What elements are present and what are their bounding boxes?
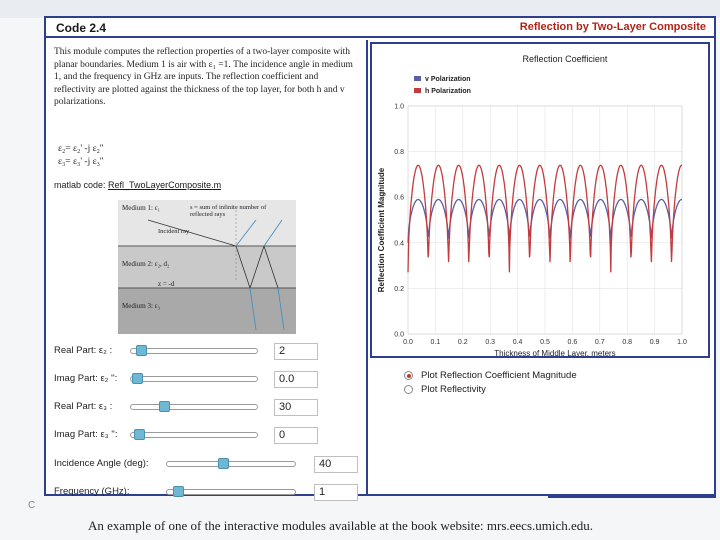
slider-thumb[interactable] — [218, 458, 229, 469]
plot-pane — [366, 40, 714, 496]
reflection-chart — [370, 42, 710, 358]
slider-track[interactable] — [130, 404, 258, 410]
radio-magnitude-dot[interactable] — [404, 371, 413, 380]
control-label: Frequency (GHz): — [54, 486, 130, 497]
y-tick-label: 0.6 — [394, 194, 404, 202]
x-tick-label: 1.0 — [677, 339, 687, 346]
x-tick-label: 0.6 — [567, 339, 578, 346]
slider-track[interactable] — [130, 376, 258, 382]
diagram-medium2-label: Medium 2: ε₂, d₂ — [122, 260, 170, 268]
slide-bottom-bar — [548, 494, 716, 498]
x-axis-label: Thickness of Middle Layer, meters — [494, 349, 616, 358]
title-divider — [46, 36, 714, 38]
y-axis-label: Reflection Coefficient Magnitude — [377, 167, 386, 293]
control-label: Real Part: ε₃ : — [54, 401, 113, 412]
radio-plot-magnitude[interactable] — [404, 370, 577, 381]
radio-magnitude-label: Plot Reflection Coefficient Magnitude — [421, 370, 577, 381]
legend-label: h Polarization — [425, 88, 471, 95]
controls-pane — [48, 40, 364, 496]
value-input[interactable]: 0.0 — [274, 371, 318, 388]
control-label: Imag Part: ε₃ '': — [54, 429, 118, 440]
legend-swatch — [414, 88, 421, 93]
radio-reflectivity-label: Plot Reflectivity — [421, 384, 486, 395]
y-tick-label: 0.2 — [394, 285, 404, 293]
slider-thumb[interactable] — [159, 401, 170, 412]
slide-caption: An example of one of the interactive modules available at the book website: mrs.eecs.umich.edu. — [88, 518, 594, 533]
value-input[interactable]: 30 — [274, 399, 318, 416]
x-tick-label: 0.3 — [485, 339, 496, 346]
x-tick-label: 0.8 — [622, 339, 633, 346]
legend-label: v Polarization — [425, 76, 471, 83]
x-tick-label: 0.2 — [457, 339, 468, 346]
x-tick-label: 0.9 — [649, 339, 660, 346]
matlab-code-link[interactable]: Refl_TwoLayerComposite.m — [108, 180, 222, 190]
x-tick-label: 0.5 — [540, 339, 550, 346]
eq-epsilon-3: ε₃= ε₃' -j ε₃'' — [58, 157, 104, 167]
matlab-code-line — [54, 180, 221, 190]
slider-track[interactable] — [166, 461, 296, 467]
module-description: This module computes the reflection properties of a two-layer composite with planar boundaries. Medium 1 is air with ε₁ =1. The incidence angle in medium 1, and the frequency in GHz are inputs. The reflection coefficient and reflectivity are plotted against the thickness of the top layer, for both h and v polarizations. — [54, 47, 353, 107]
diagram-medium3-label: Medium 3: ε₃ — [122, 302, 161, 310]
diagram-sum-note: s = sum of infinite number of reflected rays — [190, 204, 267, 218]
y-tick-label: 0.4 — [394, 240, 404, 248]
slider-track[interactable] — [130, 432, 258, 438]
value-input[interactable]: 2 — [274, 343, 318, 360]
x-tick-label: 0.7 — [594, 339, 605, 346]
module-title: Reflection by Two-Layer Composite — [519, 21, 706, 33]
value-input[interactable]: 0 — [274, 427, 318, 444]
control-label: Real Part: ε₂ : — [54, 345, 113, 356]
control-label: Incidence Angle (deg): — [54, 458, 149, 469]
y-tick-label: 0.8 — [394, 149, 404, 157]
value-input[interactable]: 40 — [314, 456, 358, 473]
window-title: Code 2.4 — [56, 21, 107, 35]
slider-thumb[interactable] — [134, 429, 145, 440]
module-window — [44, 16, 716, 496]
y-tick-label: 1.0 — [394, 103, 404, 111]
slide-corner-text: C — [28, 500, 36, 511]
value-input[interactable]: 1 — [314, 484, 358, 501]
y-tick-label: 0.0 — [394, 331, 404, 339]
eq-epsilon-2: ε₂= ε₂' -j ε₂'' — [58, 144, 104, 154]
x-tick-label: 0.0 — [403, 339, 413, 346]
x-tick-label: 0.4 — [512, 339, 523, 346]
slider-track[interactable] — [130, 348, 258, 354]
radio-plot-reflectivity[interactable] — [404, 384, 486, 395]
legend-swatch — [414, 76, 421, 81]
matlab-label: matlab code: — [54, 180, 106, 190]
slider-track[interactable] — [166, 489, 296, 495]
slider-thumb[interactable] — [132, 373, 143, 384]
diagram-medium1-label: Medium 1: ε₁ — [122, 204, 161, 212]
diagram-incident-label: Incident ray — [158, 228, 190, 235]
slider-thumb[interactable] — [173, 486, 184, 497]
x-tick-label: 0.1 — [430, 339, 441, 346]
control-label: Imag Part: ε₂ '': — [54, 373, 118, 384]
chart-title: Reflection Coefficient — [522, 54, 608, 64]
chart-svg — [372, 44, 712, 360]
radio-reflectivity-dot[interactable] — [404, 385, 413, 394]
geometry-diagram — [118, 200, 296, 334]
slider-thumb[interactable] — [136, 345, 147, 356]
diagram-depth-label: z = -d — [158, 280, 175, 288]
